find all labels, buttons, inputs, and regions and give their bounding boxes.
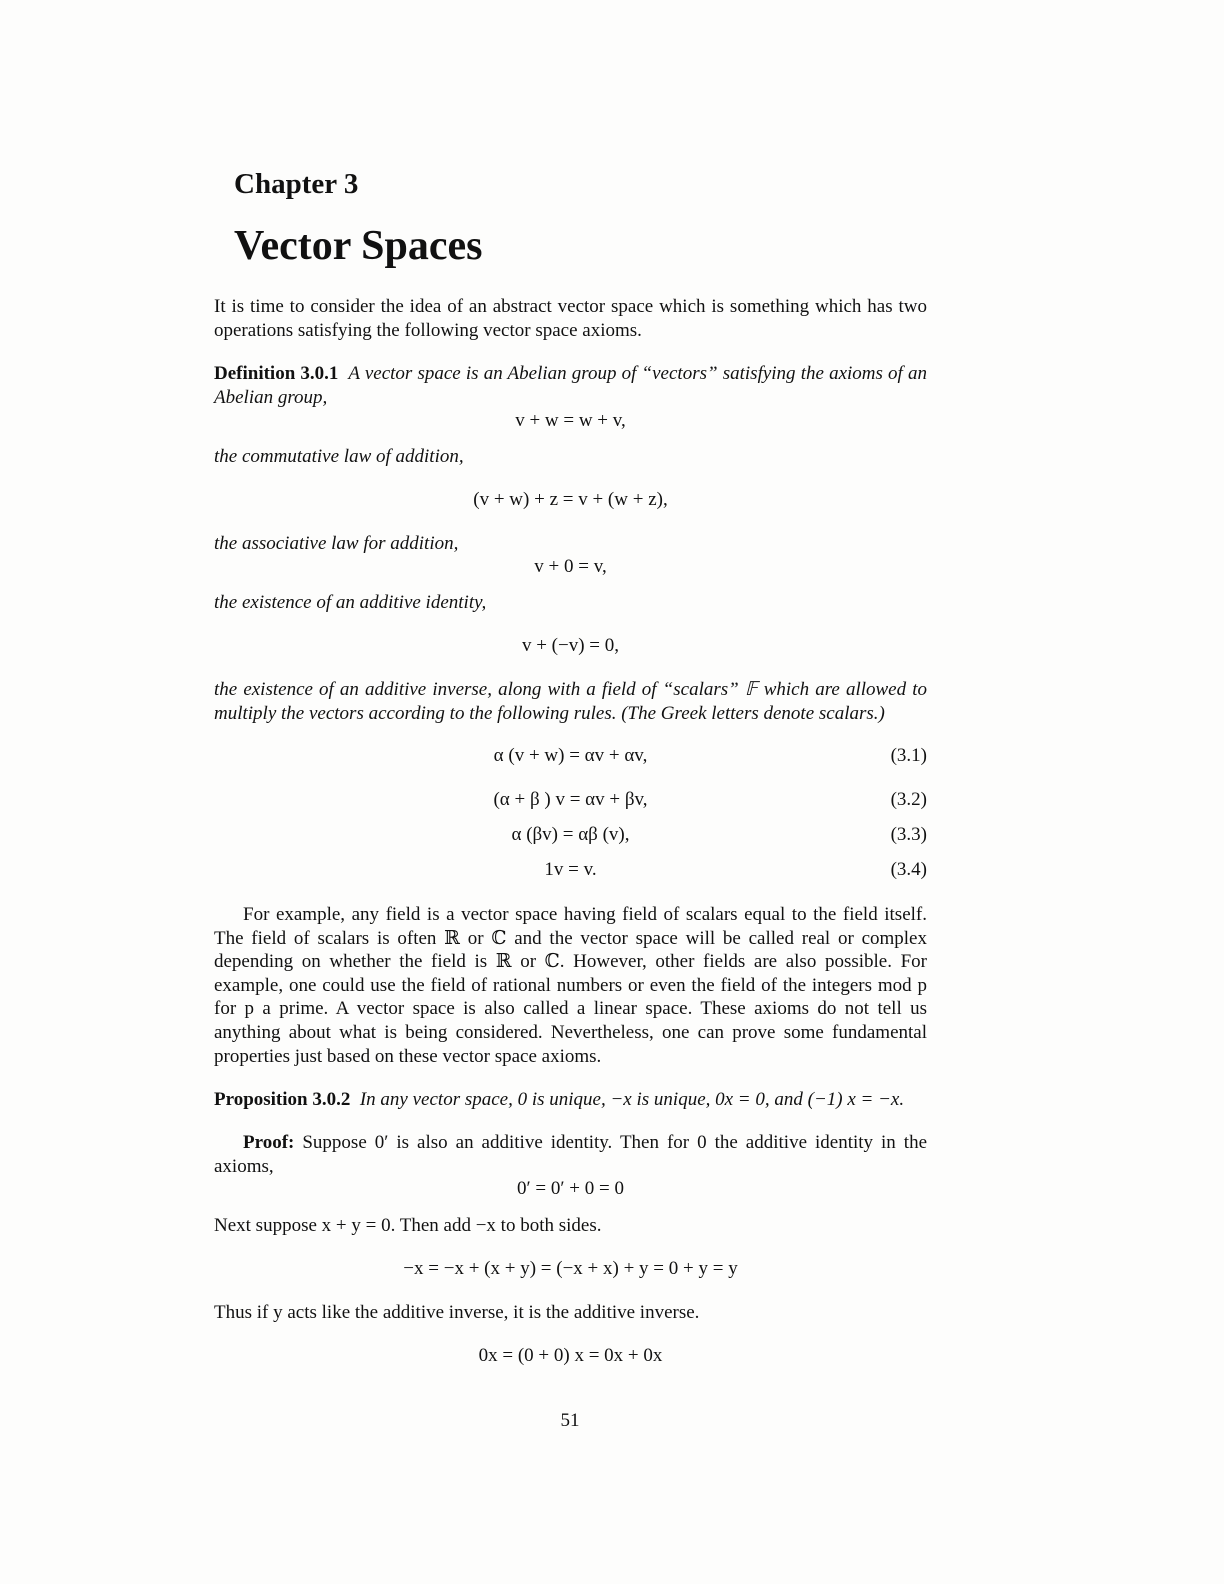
proof-equation: −x = −x + (x + y) = (−x + x) + y = 0 + y = y [403,1258,738,1279]
axiom-description: the commutative law of addition, [214,446,464,467]
proof-text: Thus if y acts like the additive inverse, it is the additive inverse. [214,1302,700,1323]
definition-text: A vector space is an Abelian group of “vectors” satisfying the axioms of an Abelian group, [214,363,927,408]
equation-number: (3.1) [890,745,927,766]
intro-paragraph: It is time to consider the idea of an abstract vector space which is something which has two operations satisfying the following vector space axioms. [214,296,927,341]
proof-equation: 0x = (0 + 0) x = 0x + 0x [478,1345,663,1366]
example-paragraph: For example, any field is a vector space having field of scalars equal to the field itself. The field of scalars is often ℝ or ℂ and the vector space will be called real or complex depending on whether the field is ℝ or ℂ. However, other fields are also possible. For example, one could use the field of rational numbers or even the field of the integers mod p for p a prime. A vector space is also called a linear space. These axioms do not tell us anything about what is being considered. Nevertheless, one can prove some fundamental properties just based on these vector space axioms. [214,904,927,1067]
chapter-title: Vector Spaces [234,223,483,269]
rule-equation: α (βv) = αβ (v), [511,824,630,845]
page-number: 51 [560,1410,580,1431]
axiom-equation: v + (−v) = 0, [521,635,620,656]
rule-equation: 1v = v. [544,859,597,880]
rule-equation: α (v + w) = αv + αv, [493,745,648,766]
axiom-equation: v + 0 = v, [534,556,607,577]
proof-text: Next suppose x + y = 0. Then add −x to both sides. [214,1215,602,1236]
axiom-equation: (v + w) + z = v + (w + z), [473,489,668,510]
proof-equation: 0′ = 0′ + 0 = 0 [517,1178,624,1199]
definition-block [214,362,927,409]
equation-number: (3.2) [890,789,927,810]
scalars-paragraph: the existence of an additive inverse, along with a field of “scalars” 𝔽 which are allowed to multiply the vectors according to the following rules. (The Greek letters denote scalars.) [214,679,927,724]
axiom-description: the associative law for addition, [214,533,459,554]
proposition-block [214,1088,927,1112]
proposition-text: In any vector space, 0 is unique, −x is unique, 0x = 0, and (−1) x = −x. [359,1089,905,1110]
equation-number: (3.4) [890,859,927,880]
proof-label: Proof: [243,1132,295,1153]
proof-text: Suppose 0′ is also an additive identity. Then for 0 the additive identity in the axioms, [214,1132,928,1177]
proposition-label: Proposition 3.0.2 [214,1089,351,1110]
equation-number: (3.3) [890,824,927,845]
proof-paragraph [214,1131,927,1178]
chapter-label: Chapter 3 [234,168,359,200]
rule-equation: (α + β ) v = αv + βv, [493,789,648,810]
axiom-description: the existence of an additive identity, [214,592,487,613]
axiom-equation: v + w = w + v, [515,410,626,431]
definition-label: Definition 3.0.1 [214,363,339,384]
